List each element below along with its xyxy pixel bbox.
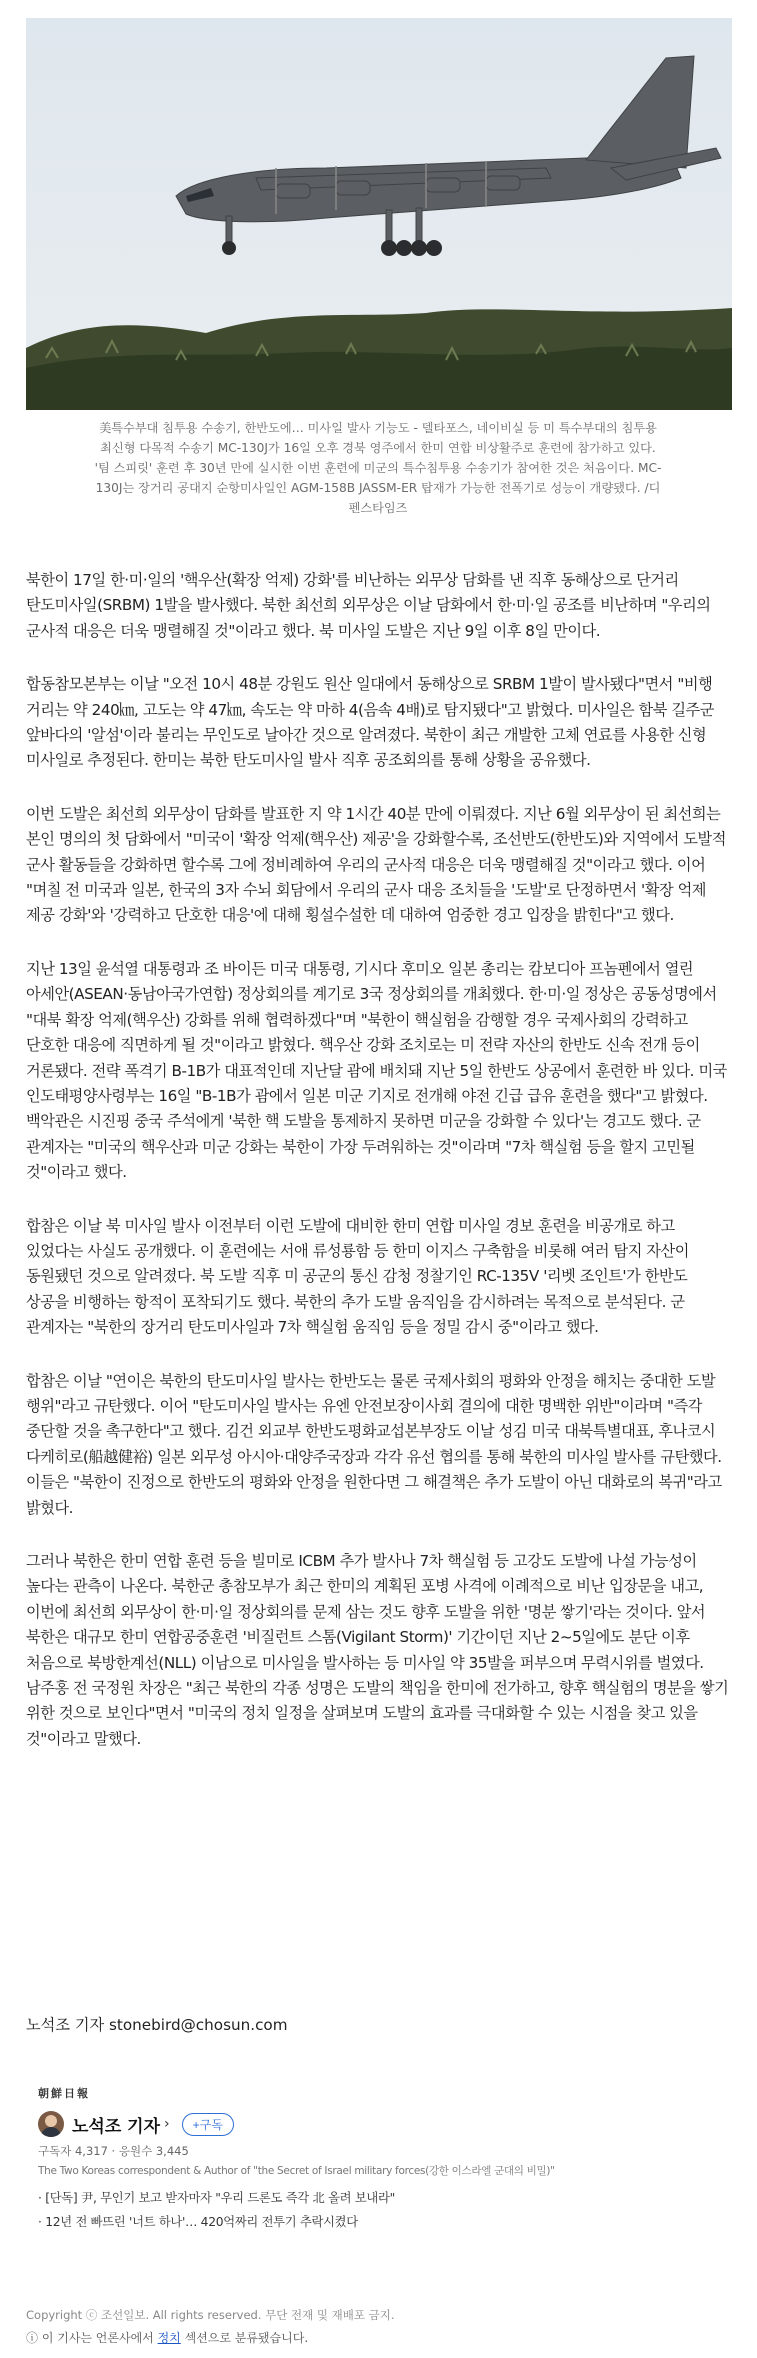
reporter-article-link[interactable]: · [단독] 尹, 무인기 보고 받자마자 "우리 드론도 즉각 北 올려 보내라"	[38, 2188, 728, 2206]
article-paragraph: 합참은 이날 북 미사일 발사 이전부터 이런 도발에 대비한 한미 연합 미사일 경보 훈련을 비공개로 하고 있었다는 사실도 공개했다. 이 훈련에는 서애 류성룡함 등 한미 이지스 구축함을 비롯해 여러 탐지 자산이 동원됐던 것으로 알려졌다. 북 도발 직후 미 공군의 통신 감청 정찰기인 RC-135V '리벳 조인트'가 한반도 상공을 비행하는 항적이 포착되기도 했다. 북한의 추가 도발 움직임을 감시하려는 목적으로 분석된다. 군 관계자는 "북한의 장거리 탄도미사일과 7차 핵실험 움직임 등을 정밀 감시 중"이라고 했다.	[26, 1216, 689, 1337]
article-body	[26, 568, 732, 1780]
reporter-name[interactable]: 노석조 기자	[72, 2116, 161, 2137]
press-logo: 朝鮮日報	[38, 2087, 90, 2100]
category-prefix: ⓘ 이 기사는 언론사에서	[26, 2331, 158, 2345]
article-paragraph: 이번 도발은 최선희 외무상이 담화를 발표한 지 약 1시간 40분 만에 이뤄졌다. 지난 6월 외무상이 된 최선희는 본인 명의의 첫 담화에서 "미국이 '확장 억제(핵우산) 제공'을 강화할수록, 조선반도(한반도)와 지역에서 도발적 군사 활동들을 강화하면 할수록 그에 정비례하여 우리의 군사적 대응은 더욱 맹렬해질 것"이라고 했다. 이어 "며칠 전 미국과 일본, 한국의 3자 수뇌 회담에서 우리의 군사 대응 조치들을 '도발'로 단정하면서 '확장 억제 제공 강화'와 '강력하고 단호한 대응'에 대해 횡설수설한 데 대하여 엄중한 경고 입장을 밝힌다"고 했다.	[26, 804, 726, 925]
category-notice	[26, 2329, 308, 2346]
chevron-right-icon[interactable]: ›	[164, 2116, 170, 2132]
reporter-card	[38, 2085, 728, 2236]
copyright: Copyright ⓒ 조선일보. All rights reserved. 무단 전재 및 재배포 금지.	[26, 2308, 395, 2322]
photo-caption: 美특수부대 침투용 수송기, 한반도에… 미사일 발사 기능도 - 델타포스, 네이비실 등 미 특수부대의 침투용 최신형 다목적 수송기 MC-130J가 16일 오후 경북 영주에서 한미 연합 비상활주로 훈련에 참가하고 있다. '팀 스피릿' 훈련 후 30년 만에 실시한 이번 훈련에 미군의 특수침투용 수송기가 참여한 것은 처음이다. MC- 130J는 장거리 공대지 순항미사일인 AGM-158B JASSM-ER 탑재가 가능한 전폭기로 성능이 개량됐다. /디 펜스타임즈	[94, 421, 662, 515]
article-paragraph: 북한이 17일 한·미·일의 '핵우산(확장 억제) 강화'를 비난하는 외무상 담화를 낸 직후 동해상으로 단거리 탄도미사일(SRBM) 1발을 발사했다. 북한 최선희 외무상은 이날 담화에서 한·미·일 공조를 비난하며 "우리의 군사적 대응은 더욱 맹렬해질 것"이라고 했다. 북 미사일 도발은 지난 9일 이후 8일 만이다.	[26, 571, 711, 640]
aircraft-image	[26, 18, 732, 410]
reporter-description: The Two Koreas correspondent & Author of "the Secret of Israel military forces(강한 이스라엘 군대의 비밀)"	[38, 2165, 555, 2177]
article-paragraph: 그러나 북한은 한미 연합 훈련 등을 빌미로 ICBM 추가 발사나 7차 핵실험 등 고강도 도발에 나설 가능성이 높다는 관측이 나온다. 북한군 총참모부가 최근 한미의 계획된 포병 사격에 이례적으로 비난 입장문을 내고, 이번에 최선희 외무상이 한·미·일 정상회의를 문제 삼는 것도 향후 도발을 위한 '명분 쌓기'라는 것이다. 앞서 북한은 대규모 한미 연합공중훈련 '비질런트 스톰(Vigilant Storm)' 기간이던 지난 2~5일에도 분단 이후 처음으로 북방한계선(NLL) 이남으로 미사일을 발사하는 등 미사일 약 35발을 퍼부으며 무력시위를 벌였다. 남주홍 전 국정원 차장은 "최근 북한의 각종 성명은 도발의 책임을 한미에 전가하고, 향후 핵실험의 명분을 쌓기 위한 것으로 보인다"면서 "미국의 정치 일정을 살펴보며 도발의 효과를 극대화할 수 있는 시점을 찾고 있을 것"이라고 말했다.	[26, 1552, 729, 1748]
article-paragraph: 합참은 이날 "연이은 북한의 탄도미사일 발사는 한반도는 물론 국제사회의 평화와 안정을 해치는 중대한 도발 행위"라고 규탄했다. 이어 "탄도미사일 발사는 유엔 안전보장이사회 결의에 대한 명백한 위반"이라며 "즉각 중단할 것을 촉구한다"고 했다. 김건 외교부 한반도평화교섭본부장도 이날 성김 미국 대북특별대표, 후나코시 다케히로(船越健裕) 일본 외무성 아시아·대양주국장과 각각 유선 협의를 통해 북한의 미사일 발사를 규탄했다. 이들은 "북한이 진정으로 한반도의 평화와 안정을 원한다면 그 해결책은 추가 도발이 아닌 대화로의 복귀"라고 밝혔다.	[26, 1371, 722, 1517]
article-paragraph: 지난 13일 윤석열 대통령과 조 바이든 미국 대통령, 기시다 후미오 일본 총리는 캄보디아 프놈펜에서 열린 아세안(ASEAN·동남아국가연합) 정상회의를 계기로 3국 정상회의를 개최했다. 한·미·일 정상은 공동성명에서 "대북 확장 억제(핵우산) 강화를 위해 협력하겠다"며 "북한이 핵실험을 감행할 경우 국제사회의 강력하고 단호한 대응에 직면하게 될 것"이라고 밝혔다. 핵우산 강화 조치로는 미 전략 자산의 한반도 신속 전개 등이 거론됐다. 전략 폭격기 B-1B가 대표적인데 지난달 괌에 배치돼 지난 5일 한반도 상공에서 훈련한 바 있다. 미국 인도태평양사령부는 16일 "B-1B가 괌에서 일본 미군 기지로 전개해 야전 긴급 급유 훈련을 했다"고 밝혔다. 백악관은 시진핑 중국 주석에게 '북한 핵 도발을 통제하지 못하면 미군을 강화할 수 있다'는 경고도 했다. 군 관계자는 "미국의 핵우산과 미군 강화는 북한이 가장 두려워하는 것"이라며 "7차 핵실험 등을 할지 고민될 것"이라고 했다.	[26, 959, 727, 1182]
reporter-avatar[interactable]	[38, 2111, 64, 2137]
category-suffix: 섹션으로 분류됐습니다.	[180, 2331, 309, 2345]
reporter-article-link[interactable]: · 12년 전 빠뜨린 '너트 하나'… 420억짜리 전투기 추락시켰다	[38, 2212, 728, 2230]
reporter-stats: 구독자 4,317 · 응원수 3,445	[38, 2144, 189, 2158]
article-photo	[26, 18, 732, 410]
subscribe-button[interactable]: +구독	[182, 2113, 234, 2136]
category-link[interactable]: 정치	[157, 2331, 181, 2345]
reporter-article-list	[38, 2188, 728, 2230]
article-paragraph: 합동참모본부는 이날 "오전 10시 48분 강원도 원산 일대에서 동해상으로 SRBM 1발이 발사됐다"면서 "비행 거리는 약 240㎞, 고도는 약 47㎞, 속도는 약 마하 4(음속 4배)로 탐지됐다"고 밝혔다. 미사일은 함북 길주군 앞바다의 '알섬'이라 불리는 무인도로 날아간 것으로 알려졌다. 북한이 최근 개발한 고체 연료를 사용한 신형 미사일로 추정된다. 한미는 북한 탄도미사일 발사 직후 공조회의를 통해 상황을 공유했다.	[26, 675, 714, 770]
byline: 노석조 기자 stonebird@chosun.com	[26, 2016, 288, 2034]
